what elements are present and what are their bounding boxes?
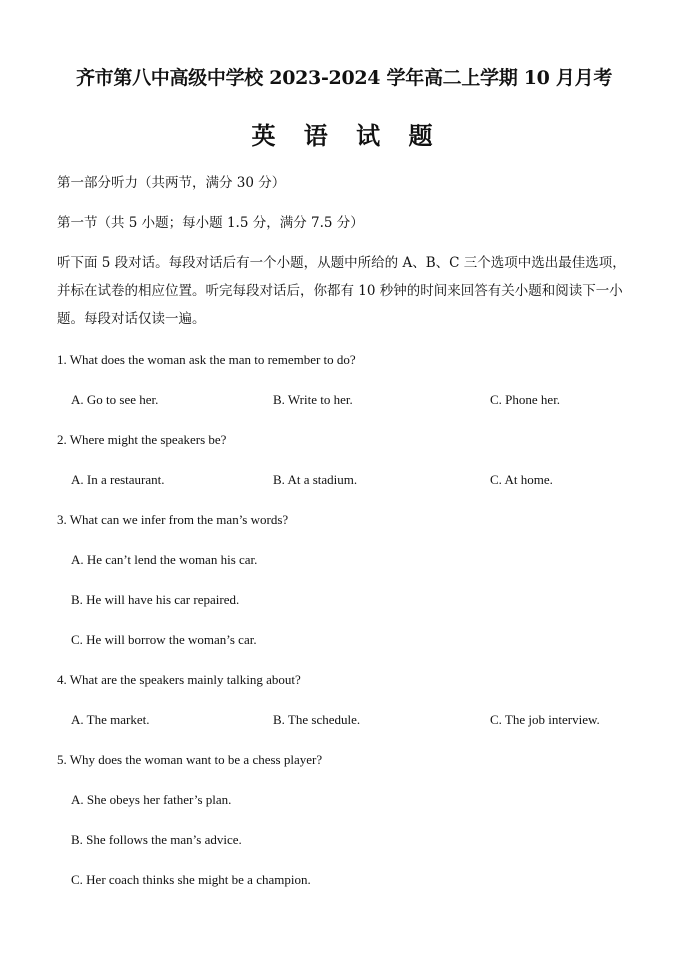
instructions-line-1: 听下面 5 段对话。每段对话后有一个小题，从题中所给的 A、B、C 三个选项中选出最佳选项， xyxy=(57,255,626,271)
question-3-option-c: C. He will borrow the woman’s car. xyxy=(71,632,257,647)
part1-heading: 第一部分听力（共两节，满分 30 分） xyxy=(57,175,286,191)
instructions-line-2: 并标在试卷的相应位置。听完每段对话后，你都有 10 秒钟的时间来回答有关小题和阅读下一小 xyxy=(57,283,623,299)
question-5-option-b: B. She follows the man’s advice. xyxy=(71,832,242,847)
question-4-stem: 4. What are the speakers mainly talking about? xyxy=(57,672,301,687)
question-4-option-c: C. The job interview. xyxy=(490,712,600,727)
question-1-stem: 1. What does the woman ask the man to remember to do? xyxy=(57,352,356,367)
question-2-option-a: A. In a restaurant. xyxy=(71,472,165,487)
exam-title: 齐市第八中高级中学校 2023-2024 学年高二上学期 10 月月考 xyxy=(75,67,613,89)
question-2-option-c: C. At home. xyxy=(490,472,553,487)
section1-heading: 第一节（共 5 小题；每小题 1.5 分，满分 7.5 分） xyxy=(57,215,364,231)
subject-title: 英 语 试 题 xyxy=(251,121,443,150)
question-3-stem: 3. What can we infer from the man’s words? xyxy=(57,512,289,527)
instructions-line-3: 题。每段对话仅读一遍。 xyxy=(57,311,206,327)
question-5-option-c: C. Her coach thinks she might be a champion. xyxy=(71,872,311,887)
question-4-option-a: A. The market. xyxy=(71,712,150,727)
question-3-option-b: B. He will have his car repaired. xyxy=(71,592,240,607)
question-1-option-a: A. Go to see her. xyxy=(71,392,159,407)
question-4-option-b: B. The schedule. xyxy=(273,712,361,727)
question-5-stem: 5. Why does the woman want to be a chess player? xyxy=(57,752,323,767)
question-2-option-b: B. At a stadium. xyxy=(273,472,358,487)
question-1-option-b: B. Write to her. xyxy=(273,392,353,407)
question-2-stem: 2. Where might the speakers be? xyxy=(57,432,227,447)
question-5-option-a: A. She obeys her father’s plan. xyxy=(71,792,232,807)
question-3-option-a: A. He can’t lend the woman his car. xyxy=(71,552,258,567)
question-1-option-c: C. Phone her. xyxy=(490,392,561,407)
